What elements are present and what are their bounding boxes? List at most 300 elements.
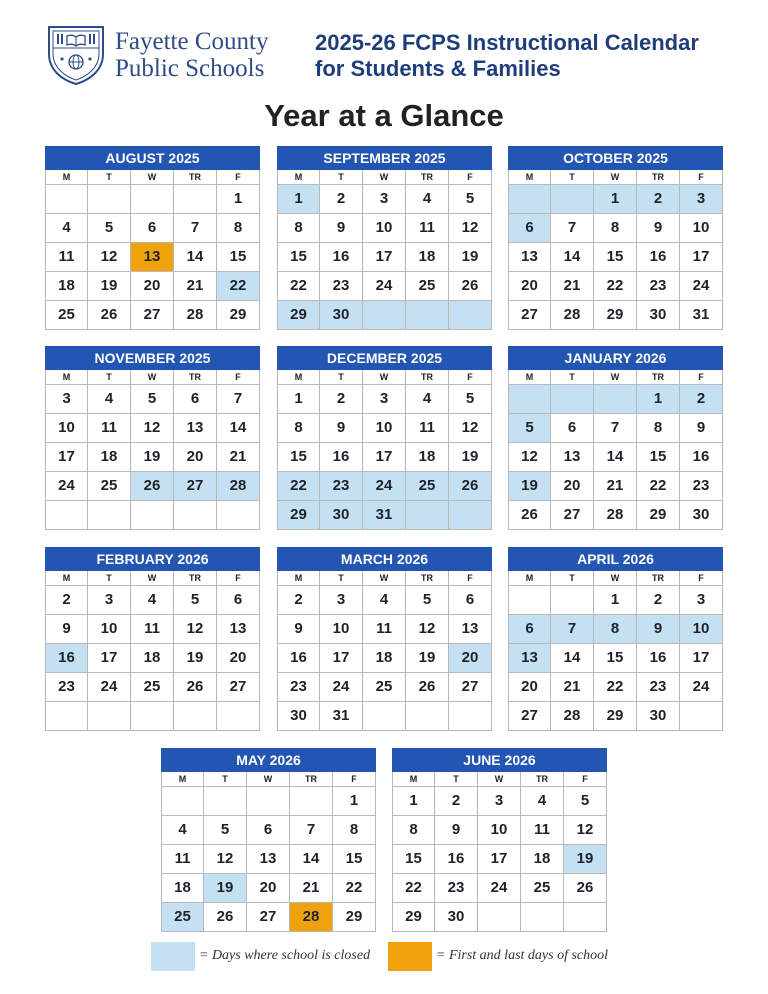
day-cell: 26: [131, 472, 174, 501]
month-title: JUNE 2026: [392, 748, 607, 772]
day-cell: 22: [637, 472, 680, 501]
day-cell: 29: [594, 301, 637, 330]
day-cell: 4: [45, 214, 88, 243]
day-cell: 4: [131, 586, 174, 615]
day-cell: 4: [406, 185, 449, 214]
day-cell: 4: [161, 816, 204, 845]
day-cell: 17: [680, 243, 723, 272]
day-cell: 26: [204, 903, 247, 932]
day-cell: 3: [478, 787, 521, 816]
day-cell: 3: [363, 185, 406, 214]
day-cell: 24: [478, 874, 521, 903]
day-cell: 26: [508, 501, 551, 530]
weekday-header-row: [277, 370, 492, 385]
month-calendar: [45, 146, 260, 330]
day-cell: 20: [131, 272, 174, 301]
weekday-header: TR: [521, 772, 564, 787]
day-cell: 13: [217, 615, 260, 644]
week-row: [45, 414, 260, 443]
day-cell: 28: [217, 472, 260, 501]
month-title: MAY 2026: [161, 748, 376, 772]
day-cell: 27: [131, 301, 174, 330]
day-cell: 13: [508, 243, 551, 272]
day-cell: 6: [551, 414, 594, 443]
empty-day-cell: [406, 702, 449, 731]
day-cell: 3: [680, 185, 723, 214]
day-cell: 13: [174, 414, 217, 443]
day-cell: 11: [88, 414, 131, 443]
day-cell: 19: [449, 243, 492, 272]
day-cell: 16: [637, 243, 680, 272]
week-row: [45, 615, 260, 644]
day-cell: 11: [521, 816, 564, 845]
empty-day-cell: [161, 787, 204, 816]
day-cell: 27: [449, 673, 492, 702]
day-cell: 4: [406, 385, 449, 414]
day-cell: 13: [131, 243, 174, 272]
empty-day-cell: [680, 702, 723, 731]
weekday-header: TR: [174, 571, 217, 586]
day-cell: 3: [88, 586, 131, 615]
weekday-header: T: [435, 772, 478, 787]
day-cell: 12: [508, 443, 551, 472]
day-cell: 24: [320, 673, 363, 702]
day-cell: 2: [435, 787, 478, 816]
week-row: [277, 214, 492, 243]
empty-day-cell: [551, 185, 594, 214]
weekday-header: T: [320, 370, 363, 385]
weekday-header-row: [45, 170, 260, 185]
day-cell: 24: [45, 472, 88, 501]
day-cell: 16: [277, 644, 320, 673]
day-cell: 31: [363, 501, 406, 530]
first-last-swatch: [388, 942, 432, 971]
day-cell: 21: [174, 272, 217, 301]
week-row: [277, 702, 492, 731]
weekday-header: T: [88, 370, 131, 385]
day-cell: 1: [392, 787, 435, 816]
day-cell: 17: [88, 644, 131, 673]
day-cell: 23: [45, 673, 88, 702]
week-row: [277, 472, 492, 501]
weekday-header: TR: [174, 170, 217, 185]
weekday-header: W: [247, 772, 290, 787]
weekday-header: TR: [406, 370, 449, 385]
day-cell: 7: [551, 214, 594, 243]
weekday-header: F: [564, 772, 607, 787]
day-cell: 30: [435, 903, 478, 932]
day-cell: 17: [320, 644, 363, 673]
week-row: [277, 185, 492, 214]
weekday-header-row: [161, 772, 376, 787]
day-cell: 11: [131, 615, 174, 644]
day-cell: 7: [551, 615, 594, 644]
day-cell: 17: [478, 845, 521, 874]
day-cell: 12: [131, 414, 174, 443]
weekday-header: F: [217, 370, 260, 385]
weekday-header: W: [131, 370, 174, 385]
month-title: OCTOBER 2025: [508, 146, 723, 170]
day-cell: 26: [564, 874, 607, 903]
day-cell: 27: [551, 501, 594, 530]
month-title: DECEMBER 2025: [277, 346, 492, 370]
day-cell: 27: [508, 301, 551, 330]
district-name-line1: Fayette County: [115, 28, 269, 55]
weekday-header: T: [551, 170, 594, 185]
day-cell: 24: [363, 472, 406, 501]
day-cell: 8: [637, 414, 680, 443]
day-cell: 28: [551, 301, 594, 330]
empty-day-cell: [406, 301, 449, 330]
week-row: [45, 301, 260, 330]
day-cell: 19: [449, 443, 492, 472]
weekday-header: W: [363, 571, 406, 586]
week-row: [277, 243, 492, 272]
day-cell: 16: [320, 443, 363, 472]
day-cell: 14: [174, 243, 217, 272]
day-cell: 19: [174, 644, 217, 673]
day-cell: 10: [45, 414, 88, 443]
day-cell: 2: [45, 586, 88, 615]
empty-day-cell: [174, 185, 217, 214]
day-cell: 14: [290, 845, 333, 874]
day-cell: 2: [680, 385, 723, 414]
week-row: [392, 845, 607, 874]
week-row: [45, 243, 260, 272]
empty-day-cell: [551, 385, 594, 414]
calendar-title: [315, 30, 699, 82]
week-row: [508, 185, 723, 214]
week-row: [45, 673, 260, 702]
day-cell: 2: [320, 185, 363, 214]
week-row: [508, 673, 723, 702]
day-cell: 9: [435, 816, 478, 845]
day-cell: 21: [551, 272, 594, 301]
day-cell: 27: [247, 903, 290, 932]
weekday-header: M: [392, 772, 435, 787]
week-row: [277, 414, 492, 443]
day-cell: 18: [45, 272, 88, 301]
day-cell: 12: [449, 214, 492, 243]
month-calendar: [392, 748, 607, 932]
day-cell: 30: [680, 501, 723, 530]
day-cell: 30: [637, 301, 680, 330]
day-cell: 20: [508, 673, 551, 702]
empty-day-cell: [521, 903, 564, 932]
day-cell: 8: [594, 615, 637, 644]
day-cell: 5: [204, 816, 247, 845]
empty-day-cell: [363, 702, 406, 731]
week-row: [392, 787, 607, 816]
day-cell: 19: [564, 845, 607, 874]
week-row: [45, 185, 260, 214]
day-cell: 22: [594, 673, 637, 702]
day-cell: 14: [551, 644, 594, 673]
weekday-header: TR: [406, 571, 449, 586]
weekday-header: T: [88, 170, 131, 185]
weekday-header: M: [45, 571, 88, 586]
month-title: NOVEMBER 2025: [45, 346, 260, 370]
weekday-header: TR: [406, 170, 449, 185]
day-cell: 19: [204, 874, 247, 903]
week-row: [508, 615, 723, 644]
week-row: [508, 385, 723, 414]
day-cell: 12: [174, 615, 217, 644]
day-cell: 22: [277, 472, 320, 501]
empty-day-cell: [217, 501, 260, 530]
month-title: JANUARY 2026: [508, 346, 723, 370]
weekday-header: TR: [637, 370, 680, 385]
weekday-header: F: [217, 170, 260, 185]
day-cell: 20: [449, 644, 492, 673]
day-cell: 10: [88, 615, 131, 644]
day-cell: 29: [594, 702, 637, 731]
day-cell: 16: [637, 644, 680, 673]
day-cell: 15: [594, 243, 637, 272]
day-cell: 5: [131, 385, 174, 414]
day-cell: 26: [88, 301, 131, 330]
empty-day-cell: [131, 501, 174, 530]
day-cell: 4: [88, 385, 131, 414]
weekday-header: M: [508, 170, 551, 185]
day-cell: 29: [333, 903, 376, 932]
day-cell: 3: [363, 385, 406, 414]
week-row: [161, 874, 376, 903]
empty-day-cell: [204, 787, 247, 816]
weekday-header: W: [131, 170, 174, 185]
day-cell: 9: [637, 615, 680, 644]
day-cell: 10: [320, 615, 363, 644]
day-cell: 17: [363, 443, 406, 472]
day-cell: 20: [551, 472, 594, 501]
day-cell: 23: [435, 874, 478, 903]
weekday-header: TR: [637, 571, 680, 586]
empty-day-cell: [88, 702, 131, 731]
day-cell: 3: [45, 385, 88, 414]
day-cell: 13: [551, 443, 594, 472]
month-title: FEBRUARY 2026: [45, 547, 260, 571]
day-cell: 28: [551, 702, 594, 731]
day-cell: 27: [174, 472, 217, 501]
day-cell: 13: [247, 845, 290, 874]
day-cell: 22: [392, 874, 435, 903]
week-row: [161, 845, 376, 874]
day-cell: 14: [217, 414, 260, 443]
empty-day-cell: [290, 787, 333, 816]
day-cell: 24: [680, 272, 723, 301]
day-cell: 21: [594, 472, 637, 501]
week-row: [508, 301, 723, 330]
weekday-header: M: [508, 370, 551, 385]
empty-day-cell: [131, 702, 174, 731]
month-title: APRIL 2026: [508, 547, 723, 571]
school-crest-icon: [46, 24, 106, 86]
day-cell: 25: [406, 472, 449, 501]
empty-day-cell: [564, 903, 607, 932]
week-row: [277, 586, 492, 615]
day-cell: 5: [406, 586, 449, 615]
week-row: [277, 385, 492, 414]
day-cell: 2: [637, 185, 680, 214]
weekday-header: T: [88, 571, 131, 586]
week-row: [161, 903, 376, 932]
day-cell: 23: [680, 472, 723, 501]
empty-day-cell: [88, 501, 131, 530]
week-row: [45, 214, 260, 243]
day-cell: 15: [277, 243, 320, 272]
calendar-title-line1: 2025-26 FCPS Instructional Calendar: [315, 30, 699, 55]
weekday-header: W: [363, 170, 406, 185]
day-cell: 28: [594, 501, 637, 530]
district-name: [115, 28, 268, 82]
week-row: [508, 214, 723, 243]
day-cell: 8: [333, 816, 376, 845]
day-cell: 15: [637, 443, 680, 472]
empty-day-cell: [247, 787, 290, 816]
calendar-title-line2: for Students & Families: [315, 56, 561, 81]
day-cell: 6: [217, 586, 260, 615]
day-cell: 15: [392, 845, 435, 874]
week-row: [45, 472, 260, 501]
week-row: [508, 414, 723, 443]
weekday-header: M: [277, 370, 320, 385]
week-row: [45, 702, 260, 731]
day-cell: 1: [594, 185, 637, 214]
weekday-header-row: [392, 772, 607, 787]
day-cell: 10: [363, 414, 406, 443]
empty-day-cell: [174, 501, 217, 530]
day-cell: 10: [363, 214, 406, 243]
day-cell: 9: [320, 214, 363, 243]
empty-day-cell: [406, 501, 449, 530]
day-cell: 9: [45, 615, 88, 644]
day-cell: 18: [406, 243, 449, 272]
day-cell: 25: [161, 903, 204, 932]
day-cell: 26: [406, 673, 449, 702]
legend-closed: [151, 941, 370, 971]
day-cell: 5: [449, 185, 492, 214]
day-cell: 17: [680, 644, 723, 673]
empty-day-cell: [508, 586, 551, 615]
day-cell: 1: [333, 787, 376, 816]
week-row: [508, 586, 723, 615]
day-cell: 18: [406, 443, 449, 472]
day-cell: 25: [45, 301, 88, 330]
weekday-header: W: [131, 571, 174, 586]
day-cell: 27: [508, 702, 551, 731]
day-cell: 30: [637, 702, 680, 731]
legend-closed-label: = Days where school is closed: [199, 948, 371, 963]
day-cell: 24: [88, 673, 131, 702]
day-cell: 12: [204, 845, 247, 874]
day-cell: 27: [217, 673, 260, 702]
day-cell: 26: [449, 472, 492, 501]
legend-first-last: [388, 941, 608, 971]
empty-day-cell: [45, 702, 88, 731]
day-cell: 29: [217, 301, 260, 330]
day-cell: 10: [680, 615, 723, 644]
day-cell: 5: [564, 787, 607, 816]
weekday-header: F: [449, 571, 492, 586]
weekday-header: T: [204, 772, 247, 787]
empty-day-cell: [131, 185, 174, 214]
empty-day-cell: [508, 185, 551, 214]
day-cell: 9: [680, 414, 723, 443]
day-cell: 25: [363, 673, 406, 702]
day-cell: 28: [290, 903, 333, 932]
weekday-header: T: [320, 571, 363, 586]
weekday-header: W: [478, 772, 521, 787]
day-cell: 8: [277, 414, 320, 443]
day-cell: 22: [594, 272, 637, 301]
day-cell: 12: [406, 615, 449, 644]
day-cell: 19: [131, 443, 174, 472]
week-row: [508, 702, 723, 731]
day-cell: 21: [217, 443, 260, 472]
day-cell: 7: [217, 385, 260, 414]
day-cell: 23: [320, 472, 363, 501]
day-cell: 9: [320, 414, 363, 443]
day-cell: 21: [290, 874, 333, 903]
empty-day-cell: [508, 385, 551, 414]
week-row: [45, 385, 260, 414]
month-title: AUGUST 2025: [45, 146, 260, 170]
week-row: [277, 443, 492, 472]
day-cell: 5: [88, 214, 131, 243]
week-row: [508, 443, 723, 472]
week-row: [161, 787, 376, 816]
day-cell: 30: [320, 301, 363, 330]
day-cell: 13: [508, 644, 551, 673]
day-cell: 6: [131, 214, 174, 243]
weekday-header: F: [680, 170, 723, 185]
day-cell: 19: [88, 272, 131, 301]
weekday-header: F: [680, 370, 723, 385]
month-title: SEPTEMBER 2025: [277, 146, 492, 170]
day-cell: 18: [363, 644, 406, 673]
day-cell: 1: [594, 586, 637, 615]
month-calendar: [161, 748, 376, 932]
day-cell: 29: [637, 501, 680, 530]
day-cell: 6: [508, 615, 551, 644]
week-row: [508, 243, 723, 272]
weekday-header: W: [363, 370, 406, 385]
day-cell: 7: [174, 214, 217, 243]
weekday-header: F: [680, 571, 723, 586]
day-cell: 15: [217, 243, 260, 272]
day-cell: 28: [174, 301, 217, 330]
day-cell: 3: [680, 586, 723, 615]
day-cell: 19: [508, 472, 551, 501]
week-row: [277, 301, 492, 330]
day-cell: 20: [174, 443, 217, 472]
day-cell: 1: [277, 385, 320, 414]
day-cell: 21: [551, 673, 594, 702]
weekday-header: M: [277, 170, 320, 185]
day-cell: 25: [521, 874, 564, 903]
empty-day-cell: [449, 301, 492, 330]
day-cell: 24: [680, 673, 723, 702]
day-cell: 29: [392, 903, 435, 932]
day-cell: 22: [333, 874, 376, 903]
day-cell: 5: [508, 414, 551, 443]
week-row: [277, 615, 492, 644]
day-cell: 9: [277, 615, 320, 644]
day-cell: 6: [508, 214, 551, 243]
day-cell: 14: [551, 243, 594, 272]
week-row: [45, 586, 260, 615]
month-calendar: [277, 547, 492, 731]
